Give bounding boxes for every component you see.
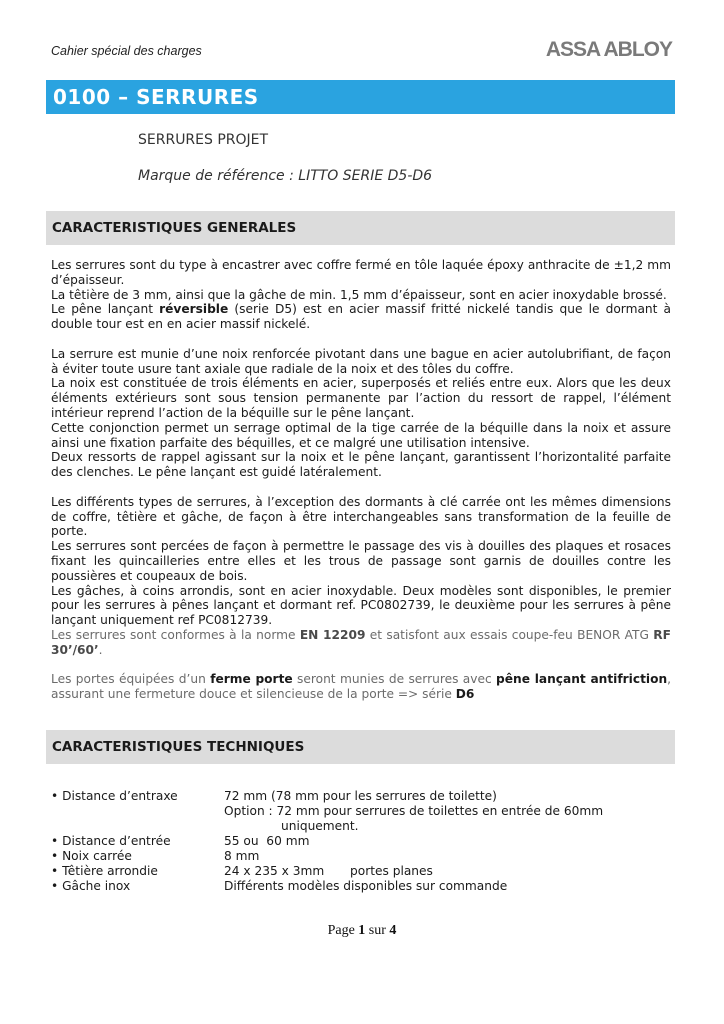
p3-line3: Les gâches, à coins arrondis, sont en acier inoxydable. Deux modèles sont disponibles, le premier pour les serrures à pênes lançant et dormant ref. PC0802739, le deuxième pour les serrures à pêne lançant uniquement ref PC0812739. [51, 583, 671, 628]
spec-label: • Noix carrée [51, 849, 132, 863]
spec-value: 8 mm [224, 849, 260, 863]
spec-value: 72 mm (78 mm pour les serrures de toilette) [224, 789, 497, 803]
section-general-heading [46, 211, 675, 245]
p4-bold2: pêne lançant antifriction [496, 672, 668, 687]
norm-post: . [98, 642, 103, 657]
brand-reference: Marque de référence : LITTO SERIE D5-D6 [138, 168, 433, 184]
norm-pre: Les serrures sont conformes à la norme [51, 627, 300, 642]
header-left-text: Cahier spécial des charges [51, 44, 202, 58]
spec-row [51, 849, 671, 864]
p2-line4: Deux ressorts de rappel agissant sur la noix et le pêne lançant, garantissent l’horizontalité parfaite des clenches. Le pêne lançant est guidé latéralement. [51, 450, 671, 480]
title-bar [46, 80, 675, 114]
p1-line3-post: (serie D5) est en acier massif fritté nickelé tandis que le dormant à double tour est en en acier massif nickelé. [51, 302, 672, 332]
assa-abloy-logo: ASSA ABLOY [545, 38, 672, 61]
p1-line3-pre: Le pêne lançant [51, 302, 160, 317]
p4-pre: Les portes équipées d’un [51, 672, 211, 687]
footer-page-total: 4 [389, 923, 397, 938]
p4-mid: seront munies de serrures avec [292, 672, 497, 687]
p4-bold1: ferme porte [210, 672, 293, 687]
paragraph-1 [51, 258, 671, 332]
norm-en12209: EN 12209 [299, 627, 366, 642]
spec-value-secondary: portes planes [350, 864, 433, 878]
spec-value: Différents modèles disponibles sur commande [224, 879, 508, 893]
norm-mid: et satisfont aux essais coupe-feu BENOR ATG [365, 627, 654, 642]
p2-line2: La noix est constituée de trois éléments en acier, superposés et reliés entre eux. Alors que les deux éléments extérieurs sont sous tension permanente par l’action du ressort de rappel, l’élément intérieur reprend l’action de la béquille sur le pêne lançant. [51, 376, 671, 420]
spec-row [51, 879, 671, 894]
paragraph-3 [51, 495, 671, 658]
spec-label [51, 804, 224, 819]
norm-sentence [51, 628, 671, 657]
norm-rf: RF 30’/60’ [51, 627, 671, 657]
p4-post: , assurant une fermeture douce et silencieuse de la porte => série [51, 672, 671, 702]
general-body [51, 258, 671, 702]
spec-label: • Gâche inox [51, 879, 131, 893]
spec-label: • Têtière arrondie [51, 864, 158, 878]
p1-line3-bold: réversible [159, 302, 229, 317]
p3-line2: Les serrures sont percées de façon à permettre le passage des vis à douilles des plaques et rosaces fixant les quincailleries entre elles et les trous de passage sont garnis de douilles contre les poussières et coupeaux de bois. [51, 539, 671, 583]
specs-list [51, 789, 671, 894]
spec-value [224, 864, 671, 879]
spec-label: • Distance d’entraxe [51, 789, 178, 803]
p3-line1: Les différents types de serrures, à l’exception des dormants à clé carrée ont les mêmes dimensions de coffre, têtière et gâche, de façon à être interchangeables sans transformation de la feuille de porte. [51, 494, 671, 539]
page-footer [0, 923, 724, 939]
spec-row [51, 834, 671, 849]
spec-row [51, 789, 671, 804]
section-technical-heading [46, 730, 675, 764]
spec-row [51, 819, 671, 834]
footer-page-number: 1 [358, 923, 366, 938]
paragraph-4 [51, 672, 671, 702]
subtitle: SERRURES PROJET [138, 132, 269, 148]
footer-page-word: Page [327, 923, 355, 938]
p2-line3: Cette conjonction permet un serrage optimal de la tige carrée de la béquille dans la noix et assure ainsi une fixation parfaite des béquilles, et ce malgré une utilisation intensive. [51, 420, 671, 450]
spec-row [51, 864, 671, 879]
paragraph-2 [51, 347, 671, 480]
p1-line2: La têtière de 3 mm, ainsi que la gâche de min. 1,5 mm d’épaisseur, sont en acier inoxydable brossé. [51, 287, 667, 302]
spec-value-dimensions: 24 x 235 x 3mm [224, 864, 325, 878]
spec-row [51, 804, 671, 819]
p4-bold3: D6 [455, 687, 475, 702]
spec-value: Option : 72 mm pour serrures de toilettes en entrée de 60mm [224, 804, 604, 818]
footer-of-word: sur [368, 923, 386, 938]
spec-label: • Distance d’entrée [51, 834, 171, 848]
page-title: 0100 – SERRURES [53, 85, 259, 109]
section-technical-title: CARACTERISTIQUES TECHNIQUES [52, 739, 305, 755]
section-general-title: CARACTERISTIQUES GENERALES [52, 220, 297, 236]
spec-label [51, 819, 224, 834]
p2-line1: La serrure est munie d’une noix renforcée pivotant dans une bague en acier autolubrifiant, de façon à éviter toute usure tant axiale que radiale de la noix et des tôles du coffre. [51, 346, 671, 376]
p1-line1: Les serrures sont du type à encastrer avec coffre fermé en tôle laquée époxy anthracite de ±1,2 mm d’épaisseur. [51, 258, 671, 287]
spec-value: uniquement. [281, 819, 359, 833]
spec-value: 55 ou 60 mm [224, 834, 310, 848]
